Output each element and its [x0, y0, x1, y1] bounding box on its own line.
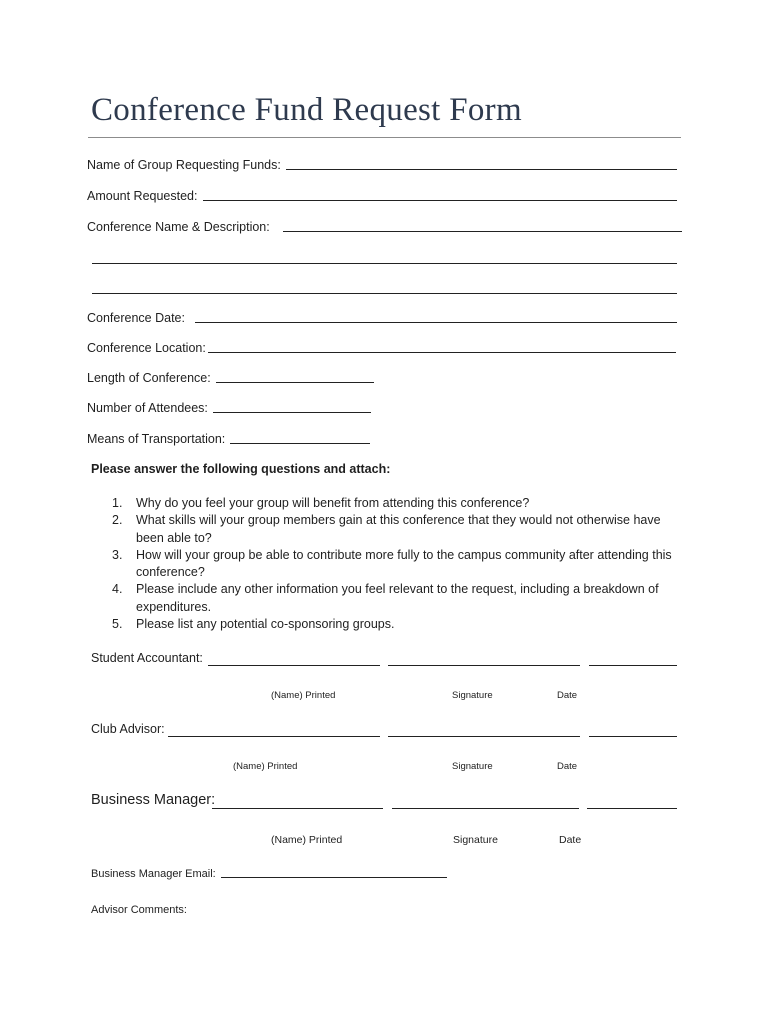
attendees-label: Number of Attendees: [87, 401, 208, 415]
attendees-row [87, 401, 371, 415]
question-text: How will your group be able to contribute more fully to the campus community after attending this conference? [136, 547, 672, 580]
club-advisor-name-field[interactable] [168, 736, 380, 737]
questions-list [112, 495, 682, 633]
business-manager-signature-caption: Signature [453, 834, 498, 846]
business-manager-name-caption: (Name) Printed [271, 834, 343, 846]
question-item [112, 616, 682, 633]
business-manager-label: Business Manager: [91, 792, 216, 808]
conference-name-field[interactable] [283, 231, 682, 232]
student-accountant-date-caption: Date [557, 690, 578, 701]
question-item [112, 581, 682, 616]
question-number: 2. [112, 513, 123, 528]
club-advisor-signature-caption: Signature [452, 761, 493, 772]
transportation-field[interactable] [230, 443, 370, 444]
group-name-label: Name of Group Requesting Funds: [87, 158, 281, 172]
conference-description-line-1[interactable] [92, 263, 677, 264]
student-accountant-label: Student Accountant: [91, 651, 203, 665]
club-advisor-name-caption: (Name) Printed [233, 761, 298, 772]
title-divider [88, 137, 681, 138]
transportation-label: Means of Transportation: [87, 432, 226, 446]
questions-heading: Please answer the following questions and attach: [91, 462, 391, 476]
group-name-field[interactable] [286, 169, 677, 170]
conference-date-field[interactable] [195, 322, 677, 323]
question-text: Please list any potential co-sponsoring groups. [136, 617, 395, 632]
question-text: What skills will your group members gain at this conference that they would not otherwise have been able to? [136, 513, 661, 545]
club-advisor-signature-field[interactable] [388, 736, 580, 737]
student-accountant-signature-field[interactable] [388, 665, 580, 666]
conference-location-row [87, 341, 676, 355]
question-text: Why do you feel your group will benefit from attending this conference? [136, 496, 530, 510]
conference-date-row [87, 311, 677, 325]
advisor-comments-label: Advisor Comments: [91, 904, 187, 916]
conference-name-row [87, 220, 682, 234]
amount-field[interactable] [203, 200, 677, 201]
student-accountant-date-field[interactable] [589, 665, 677, 666]
question-item [112, 547, 682, 582]
club-advisor-date-field[interactable] [589, 736, 677, 737]
conference-date-label: Conference Date: [87, 311, 185, 325]
business-manager-date-caption: Date [559, 834, 582, 846]
length-row [87, 371, 374, 385]
bm-email-row [91, 868, 447, 880]
form-title: Conference Fund Request Form [91, 92, 522, 128]
business-manager-signature-field[interactable] [392, 808, 579, 809]
student-accountant-signature-caption: Signature [452, 690, 493, 701]
question-text: Please include any other information you feel relevant to the request, including a breakdown of expenditures. [136, 582, 659, 614]
group-name-row [87, 158, 677, 172]
student-accountant-name-field[interactable] [208, 665, 380, 666]
conference-name-label: Conference Name & Description: [87, 220, 270, 234]
question-number: 3. [112, 547, 123, 562]
business-manager-date-field[interactable] [587, 808, 677, 809]
question-item [112, 495, 682, 512]
student-accountant-name-caption: (Name) Printed [271, 690, 336, 701]
bm-email-field[interactable] [221, 877, 447, 878]
length-field[interactable] [216, 382, 374, 383]
business-manager-name-field[interactable] [212, 808, 383, 809]
conference-location-field[interactable] [208, 352, 676, 353]
length-label: Length of Conference: [87, 371, 211, 385]
question-number: 4. [112, 582, 123, 597]
attendees-field[interactable] [213, 412, 371, 413]
amount-label: Amount Requested: [87, 189, 198, 203]
conference-description-line-2[interactable] [92, 293, 677, 294]
conference-location-label: Conference Location: [87, 341, 206, 355]
bm-email-label: Business Manager Email: [91, 868, 216, 880]
club-advisor-date-caption: Date [557, 761, 578, 772]
amount-row [87, 189, 677, 203]
advisor-comments-row [91, 904, 192, 916]
question-number: 5. [112, 617, 123, 632]
question-item [112, 512, 682, 547]
transportation-row [87, 432, 370, 446]
question-number: 1. [112, 496, 123, 510]
club-advisor-label: Club Advisor: [91, 722, 165, 736]
